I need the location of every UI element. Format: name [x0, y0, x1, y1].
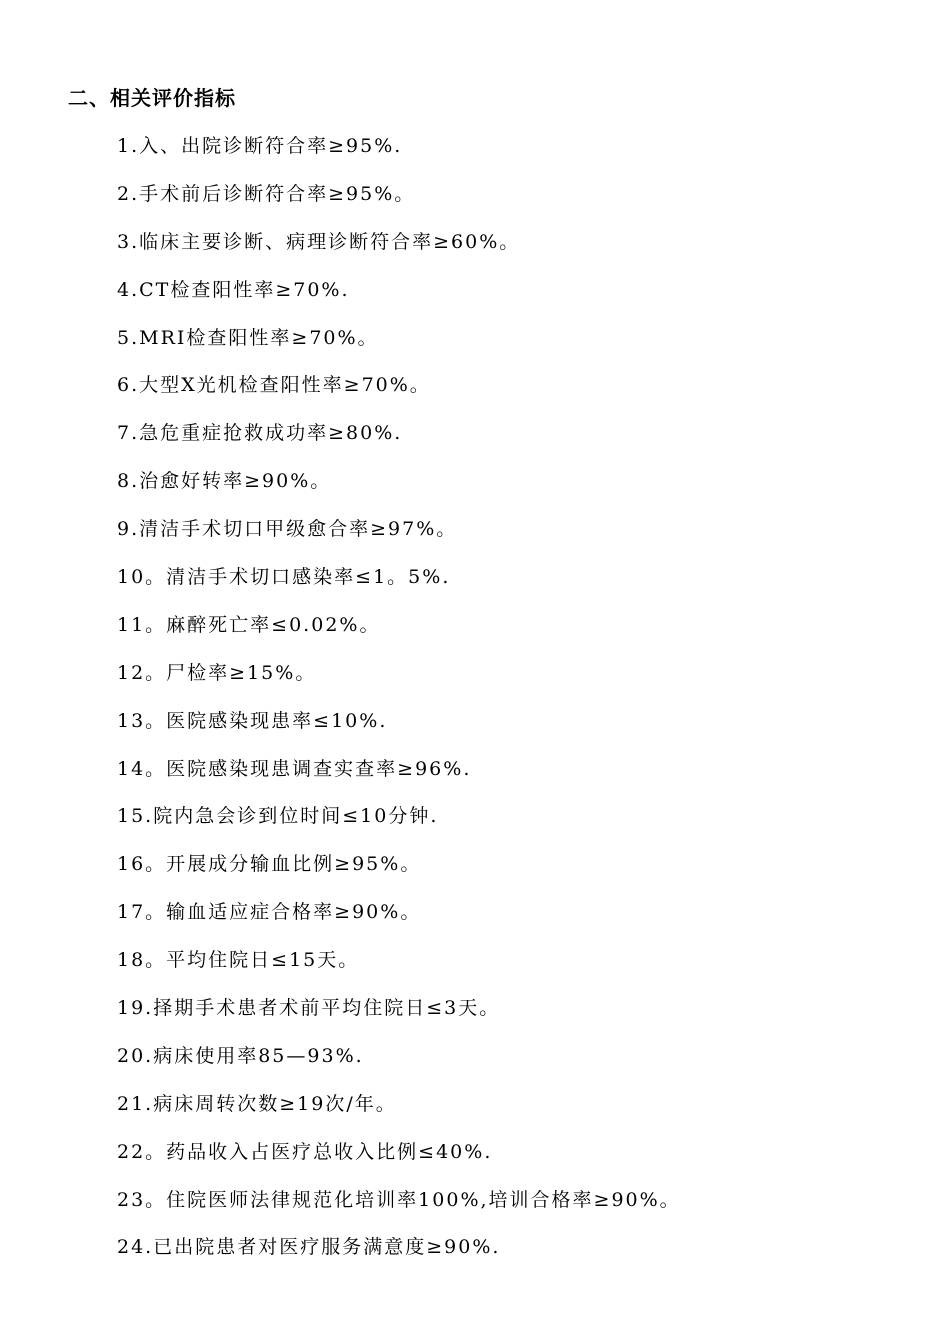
- list-item: 5.MRI检查阳性率≥70%。: [117, 326, 379, 349]
- list-item: 2.手术前后诊断符合率≥95%。: [117, 182, 416, 205]
- indicator-list: [117, 132, 917, 1281]
- list-item: 16。开展成分输血比例≥95%。: [117, 853, 422, 876]
- list-item: 18。平均住院日≤15天。: [117, 949, 360, 972]
- section-heading: 二、相关评价指标: [68, 86, 236, 110]
- list-item: 12。尸检率≥15%。: [117, 661, 317, 684]
- list-item: 15.院内急会诊到位时间≤10分钟.: [117, 805, 439, 828]
- list-item: 11。麻醉死亡率≤0.02%。: [117, 613, 381, 636]
- list-item: 9.清洁手术切口甲级愈合率≥97%。: [117, 518, 458, 541]
- list-item: 22。药品收入占医疗总收入比例≤40%.: [117, 1140, 493, 1163]
- list-item: 4.CT检查阳性率≥70%.: [117, 278, 350, 301]
- list-item: 1.入、出院诊断符合率≥95%.: [117, 135, 403, 157]
- list-item: 20.病床使用率85—93%.: [117, 1044, 364, 1067]
- list-item: 10。清洁手术切口感染率≤1。5%.: [117, 566, 451, 589]
- list-item: 21.病床周转次数≥19次/年。: [117, 1092, 397, 1115]
- list-item: 23。住院医师法律规范化培训率100%,培训合格率≥90%。: [117, 1188, 681, 1211]
- list-item: 7.急危重症抢救成功率≥80%.: [117, 422, 403, 445]
- list-item: 6.大型X光机检查阳性率≥70%。: [117, 374, 431, 397]
- list-item: 3.临床主要诊断、病理诊断符合率≥60%。: [117, 230, 521, 253]
- list-item: 14。医院感染现患调查实查率≥96%.: [117, 757, 472, 780]
- list-item: 19.择期手术患者术前平均住院日≤3天。: [117, 997, 501, 1020]
- list-item: 17。输血适应症合格率≥90%。: [117, 901, 422, 924]
- list-item: 13。医院感染现患率≤10%.: [117, 709, 388, 732]
- list-item: 24.已出院患者对医疗服务满意度≥90%.: [117, 1236, 501, 1259]
- list-item: 8.治愈好转率≥90%。: [117, 470, 332, 493]
